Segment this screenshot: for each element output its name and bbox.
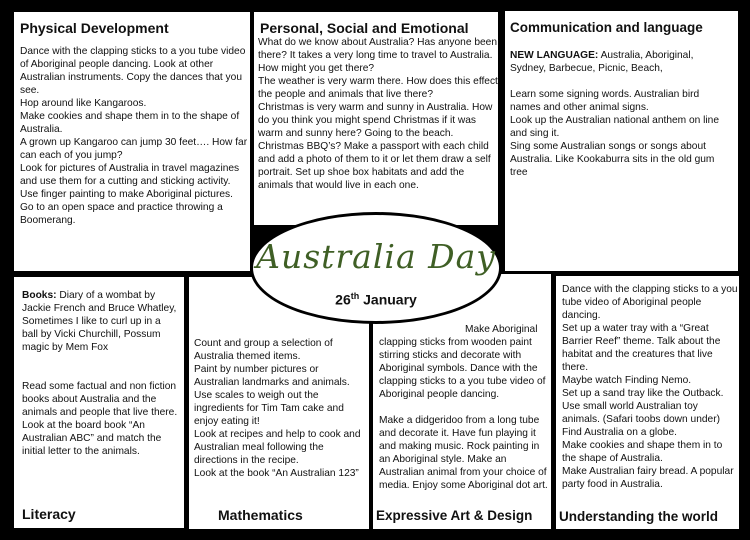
literacy-line: Look at the board book “An Australian ABC” and match the initial letter to the animals. <box>22 420 162 457</box>
physical-development-title: Physical Development <box>20 20 169 36</box>
literacy-text <box>22 289 178 458</box>
maths-line: Look at recipes and help to cook and Australian meal following the directions in the recipe. <box>194 429 361 466</box>
pse-text <box>258 36 498 192</box>
pse-title: Personal, Social and Emotional <box>260 20 469 36</box>
pse-line: What do we know about Australia? Has anyone been there? It takes a very long time to travel to Australia. How might you get there? <box>258 37 497 74</box>
communication-line: Learn some signing words. Australian bird names and other animal signs. <box>510 89 700 113</box>
world-line: Use small world Australian toy animals. (Safari toobs down under) <box>562 401 720 425</box>
world-line: Maybe watch Finding Nemo. <box>562 375 692 386</box>
physical-line: Use finger painting to make Aboriginal pictures. <box>20 189 233 200</box>
literacy-panel <box>14 277 184 528</box>
world-line: Set up a water tray with a “Great Barrier Reef” theme. Talk about the habitat and the creatures that live there. <box>562 323 721 373</box>
new-language-label: NEW LANGUAGE: <box>510 50 599 61</box>
art-line: Make a didgeridoo from a long tube and decorate it. Have fun playing it and making music. Rock painting in an Aboriginal style. Make an Australian animal from your choice of media. Enjoy some Aboriginal dot art. <box>379 415 548 491</box>
world-line: Dance with the clapping sticks to a you tube video of Aboriginal people dancing. <box>562 284 738 321</box>
center-title: Australia Day <box>256 237 496 276</box>
world-line: Make cookies and shape them in to the shape of Australia. <box>562 440 723 464</box>
communication-language-title: Communication and language <box>510 20 703 35</box>
books-list: Diary of a wombat by Jackie French and Bruce Whatley, Sometimes I like to curl up in a ball by Vicki Churchill, Possum magic by Mem Fox <box>22 290 177 353</box>
date-suffix: th <box>350 291 360 301</box>
new-language-line <box>510 49 732 75</box>
physical-development-text <box>20 45 250 227</box>
pse-panel <box>254 12 498 225</box>
communication-language-panel <box>505 11 738 271</box>
center-date <box>253 291 499 308</box>
communication-line: Look up the Australian national anthem on line and sing it. <box>510 115 719 139</box>
date-day: 26 <box>335 291 351 308</box>
art-line: Make Aboriginal clapping sticks from wooden paint stirring sticks and decorate with Aboriginal symbols. Dance with the clapping sticks to a you tube video of Aboriginal people dancing. <box>379 324 546 400</box>
physical-development-panel <box>14 12 250 271</box>
understanding-world-panel <box>556 276 739 529</box>
maths-line: Paint by number pictures or Australian landmarks and animals. <box>194 364 350 388</box>
date-month: January <box>359 291 417 308</box>
literacy-line: Read some factual and non fiction books about Australia and the animals and people that live there. <box>22 381 178 418</box>
world-line: Set up a sand tray like the Outback. <box>562 388 724 399</box>
world-line: Make Australian fairy bread. A popular party food in Australia. <box>562 466 734 490</box>
literacy-title: Literacy <box>22 506 76 522</box>
physical-line: Go to an open space and practice throwing a Boomerang. <box>20 202 223 226</box>
communication-line: Sing some Australian songs or songs about Australia. Like Kookaburra sits in the old gum tree <box>510 141 715 178</box>
understanding-world-title: Understanding the world <box>559 509 719 524</box>
physical-line: Dance with the clapping sticks to a you tube video of Aboriginal people dancing. Look at other Australian instruments. Copy the dances that you see. <box>20 46 246 96</box>
maths-line: Look at the book “An Australian 123” <box>194 468 359 479</box>
pse-line: Christmas is very warm and sunny in Australia. How do you think you might spend Christmas if it was warm and sunny here? Going to the beach. Christmas BBQ’s? Make a passport with each child and add a photo of them to it or let them draw a self portrait. Set up shoe box habitats and add the animals that would live in each one. <box>258 102 493 191</box>
maths-line: Count and group a selection of Australia themed items. <box>194 338 333 362</box>
center-oval <box>250 212 502 324</box>
mathematics-title: Mathematics <box>218 507 303 523</box>
expressive-art-text-2 <box>379 414 549 492</box>
physical-line: Make cookies and shape them in to the shape of Australia. <box>20 111 240 135</box>
expressive-art-text <box>379 323 549 401</box>
books-line <box>22 289 178 354</box>
communication-language-text <box>510 49 732 179</box>
books-label: Books: <box>22 290 57 301</box>
new-language-words: Australia, Aboriginal, Sydney, Barbecue, Picnic, Beach, <box>510 50 694 74</box>
world-line: Find Australia on a globe. <box>562 427 677 438</box>
physical-line: A grown up Kangaroo can jump 30 feet…. How far can each of you jump? <box>20 137 248 161</box>
expressive-art-title: Expressive Art & Design <box>376 508 533 523</box>
pse-line: The weather is very warm there. How does this effect the people and animals that live there? <box>258 76 498 100</box>
mathematics-text <box>194 337 366 480</box>
physical-line: Hop around like Kangaroos. <box>20 98 147 109</box>
maths-line: Use scales to weigh out the ingredients for Tim Tam cake and enjoy eating it! <box>194 390 344 427</box>
understanding-world-text <box>562 283 738 491</box>
physical-line: Look for pictures of Australia in travel magazines and use them for a cutting and sticking activity. <box>20 163 240 187</box>
